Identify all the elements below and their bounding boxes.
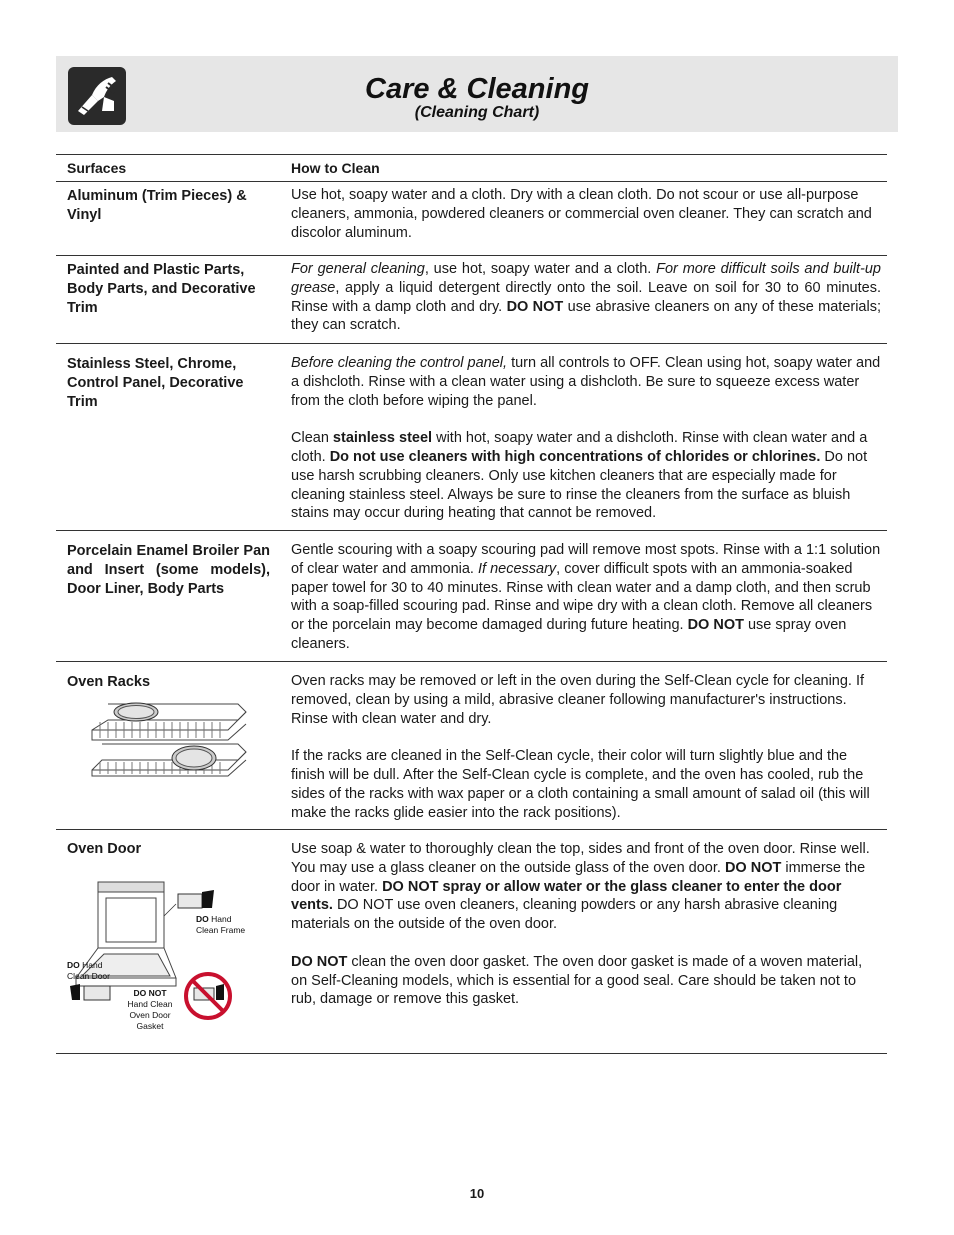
page-title: Care & Cleaning bbox=[365, 73, 589, 105]
text-run: with hot, soapy water and a dishcloth. Rinse with clean water and a cloth. bbox=[291, 430, 868, 465]
table-header-rule bbox=[56, 181, 887, 182]
surface-stainless-steel: Stainless Steel, Chrome, Control Panel, Decorative Trim bbox=[67, 356, 244, 410]
col-header-how-to-clean: How to Clean bbox=[291, 160, 380, 176]
row-divider bbox=[56, 255, 887, 256]
instruction-paragraph bbox=[291, 953, 881, 1009]
col-header-surfaces: Surfaces bbox=[67, 160, 127, 176]
text-run: Oven racks may be removed or left in the oven during the Self-Clean cycle for cleaning. If removed, clean by using a mild, abrasive cleaner following manufacturer's instructions. Rinse with clean water and dry. bbox=[291, 673, 865, 727]
howto-oven-racks bbox=[291, 672, 881, 822]
instruction-paragraph bbox=[291, 672, 881, 728]
text-run: turn all controls to OFF. Clean using hot, soapy water and a dishcloth. Rinse with a clean water using a dishcloth. Be sure to squeeze excess water from the cloth before wiping the panel. bbox=[291, 355, 881, 409]
text-run: DO NOT use oven cleaners, cleaning powders or any harsh abrasive cleaning materials on the outside of the oven door. bbox=[291, 897, 838, 933]
no-symbol-icon bbox=[186, 974, 230, 1018]
text-run: If the racks are cleaned in the Self-Clean cycle, their color will turn slightly blue and the finish will be dull. After the Self-Clean cycle is complete, and the oven has cooled, rub the sides of the racks with wax paper or a cloth containing a small amount of salad oil (this will make the racks glide easier into the rack positions). bbox=[291, 748, 870, 821]
text-run: , apply a liquid detergent directly onto the soil. Leave on soil for 30 to 60 minutes. Rinse with a damp cloth and dry. bbox=[291, 279, 881, 315]
hand-clean-frame-icon bbox=[178, 890, 214, 908]
hand-clean-door-icon bbox=[70, 984, 110, 1000]
instruction-paragraph bbox=[291, 354, 881, 410]
label-do-not-clean-gasket: DO NOT Hand Clean Oven Door Gasket bbox=[127, 988, 173, 1031]
howto-painted-plastic bbox=[291, 260, 881, 335]
instruction-paragraph bbox=[291, 840, 881, 934]
table-bottom-rule bbox=[56, 1053, 887, 1054]
page-header bbox=[56, 56, 898, 132]
text-run: Do not use harsh scrubbing cleaners. Only use kitchen cleaners that are especially made for cleaning stainless steel. Always be sure to rinse the cleaners from the surface as bluish stains may occur during heating that cannot be removed. bbox=[291, 448, 868, 522]
italic-text: Before cleaning the control panel, bbox=[291, 355, 508, 371]
text-run: clean the oven door gasket. The oven door gasket is made of a woven material, on Self-Cleaning models, which is essential for a good seal. Care should be taken not to rub, damage or remove this gasket. bbox=[291, 953, 863, 1008]
text-run: Use hot, soapy water and a cloth. Dry with a clean cloth. Do not scour or use all-purpose cleaners, ammonia, powdered cleaners or commercial oven cleaner. They can scratch and discolor aluminum. bbox=[291, 187, 872, 241]
row-divider bbox=[56, 661, 887, 662]
text-run: use spray oven cleaners. bbox=[291, 617, 847, 652]
bold-text: DO NOT bbox=[506, 298, 564, 315]
table-top-rule bbox=[56, 154, 887, 155]
text-run: , use hot, soapy water and a cloth. bbox=[424, 261, 657, 277]
page-number: 10 bbox=[469, 1186, 485, 1201]
instruction-paragraph bbox=[291, 541, 881, 654]
row-divider bbox=[56, 530, 887, 531]
surface-aluminum: Aluminum (Trim Pieces) & Vinyl bbox=[67, 188, 247, 223]
bold-text: stainless steel bbox=[332, 430, 433, 447]
surface-oven-door: Oven Door bbox=[67, 841, 142, 857]
howto-porcelain-enamel bbox=[291, 541, 881, 654]
surface-porcelain-enamel: Porcelain Enamel Broiler Pan and Insert (some models), Door Liner, Body Parts bbox=[67, 543, 270, 597]
bold-text: DO NOT bbox=[291, 953, 348, 970]
italic-text: If necessary bbox=[477, 560, 557, 577]
bold-text: Do not use cleaners with high concentrations of chlorides or chlorines. bbox=[329, 448, 821, 465]
row-divider bbox=[56, 829, 887, 830]
howto-aluminum bbox=[291, 186, 881, 242]
oven-racks-illustration bbox=[88, 700, 248, 780]
instruction-paragraph bbox=[291, 260, 881, 335]
label-hand-clean-frame: DO Hand Clean Frame bbox=[196, 914, 246, 935]
instruction-paragraph bbox=[291, 186, 881, 242]
italic-text: For general cleaning bbox=[291, 261, 425, 277]
text-run: Gentle scouring with a soapy scouring pad will remove most spots. Rinse with a 1:1 solution of clear water and ammonia. bbox=[291, 542, 881, 577]
surface-oven-racks: Oven Racks bbox=[67, 674, 151, 690]
instruction-paragraph bbox=[291, 429, 881, 523]
instruction-paragraph bbox=[291, 747, 881, 822]
text-run: , cover difficult spots with an ammonia-soaked paper towel for 30 to 40 minutes. Rinse with clean water and a damp cloth, and then scrub with a soap-filled scouring pad. Rinse and wipe dry with a clean cloth. Remove all cleaners or the porcelain may become damaged during future heating. bbox=[291, 560, 873, 634]
row-divider bbox=[56, 343, 887, 344]
page-subtitle: (Cleaning Chart) bbox=[414, 104, 540, 121]
text-run: use abrasive cleaners on any of these materials; they can scratch. bbox=[291, 298, 881, 334]
bold-text: DO NOT bbox=[687, 617, 744, 634]
label-hand-clean-door: DO Hand Clean Door bbox=[67, 960, 110, 981]
bold-text: DO NOT bbox=[724, 859, 782, 876]
surface-painted-plastic: Painted and Plastic Parts, Body Parts, and Decorative Trim bbox=[67, 262, 256, 316]
howto-stainless-steel bbox=[291, 354, 881, 523]
text-run: Clean bbox=[291, 430, 333, 447]
italic-text: For more difficult soils and built-up grease bbox=[291, 261, 881, 296]
bold-text: DO NOT spray or allow water or the glass cleaner to enter the door vents. bbox=[291, 878, 842, 914]
text-run: immerse the door in water. bbox=[291, 859, 866, 895]
text-run: Use soap & water to thoroughly clean the top, sides and front of the oven door. Rinse well. You may use a glass cleaner on the outside glass of the oven door. bbox=[291, 841, 870, 876]
howto-oven-door bbox=[291, 840, 881, 1009]
